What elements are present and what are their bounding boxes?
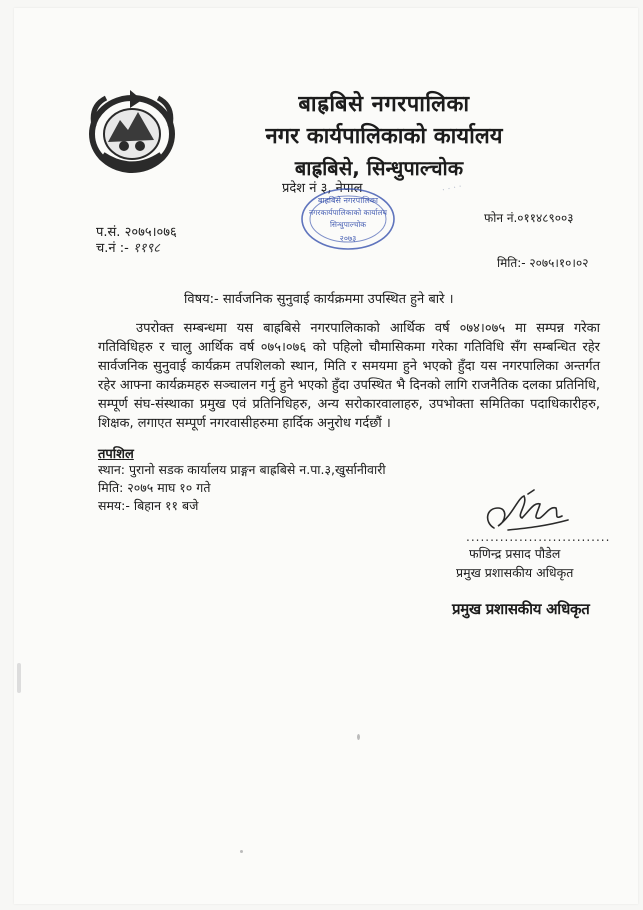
signer-name: फणिन्द्र प्रसाद पौडेल <box>469 546 561 561</box>
details-date: मिति: २०७५ माघ १० गते <box>98 480 211 495</box>
letter-body: उपरोक्त सम्बन्धमा यस बाह्रबिसे नगरपालिकाको आर्थिक वर्ष ०७४।०७५ मा सम्पन्न गरेका गतिविधिहरु र चालु आर्थिक वर्ष ०७५।०७६ को पहिलो चौमासिकमा गरेका गतिविधि सँग सम्बन्धित रहेर सार्वजनिक सुनुवाई कार्यक्रम तपशिलको स्थान, मिति र समयमा हुने भएको हुँदा यस नगरपालिका अन्तर्गत रहेर आफ्ना कार्यक्रमहरु सञ्चालन गर्नु हुने भएको हुँदा उपस्थित भै दिनको लागि राजनैतिक दलका प्रतिनिधि, सम्पूर्ण संघ-संस्थाका प्रमुख एवं प्रतिनिधिहरु, अन्य सरोकारवालाहरु, उपभोक्ता समितिका पदाधिकारीहरु, शिक्षक, लगाएत सम्पूर्ण नगरवासीहरुमा हार्दिक अनुरोध गर्दछौं । <box>98 321 600 431</box>
stamp-line-1: बाह्रबिसे नगरपालिका <box>317 196 379 205</box>
office-stamp <box>298 186 398 252</box>
stamp-line-2: नगरकार्यपालिकाको कार्यालय <box>309 208 387 217</box>
office-address: बाह्रबिसे, सिन्धुपाल्चोक <box>294 156 464 180</box>
letter-number: प.सं. २०७५।०७६ <box>96 225 177 240</box>
designation-seal: प्रमुख प्रशासकीय अधिकृत <box>452 600 590 618</box>
stamp-line-4: २०७३ <box>339 234 357 243</box>
signer-title: प्रमुख प्रशासकीय अधिकृत <box>456 565 574 580</box>
dispatch-number-label: च.नं :- <box>96 241 129 256</box>
dispatch-number-value: ११९८ <box>132 241 160 256</box>
phone-number: फोन नं.०११४८९००३ <box>484 211 574 225</box>
office-name: नगर कार्यपालिकाको कार्यालय <box>265 124 503 149</box>
municipality-name: बाह्रबिसे नगरपालिका <box>298 92 470 117</box>
faint-marking: · · · · <box>441 182 463 196</box>
letter-page <box>14 8 638 904</box>
subject-line: विषय:- सार्वजनिक सुनुवाई कार्यक्रममा उपस्थित हुने बारे । <box>184 292 454 307</box>
details-time: समय:- बिहान ११ बजे <box>98 498 199 513</box>
scan-speck <box>357 734 360 740</box>
dispatch-number <box>96 238 160 256</box>
scan-speck <box>240 850 243 853</box>
province-line: प्रदेश नं ३, नेपाल <box>282 181 363 196</box>
details-heading: तपशिल <box>98 447 134 462</box>
details-venue: स्थान: पुरानो सडक कार्यालय प्राङ्गन बाह्रबिसे न.पा.३,खुर्सानीवारी <box>98 462 386 477</box>
scan-mark <box>17 663 21 693</box>
signature-line: .............................. <box>466 530 611 544</box>
nepal-emblem-icon <box>84 86 180 178</box>
letter-date: मिति:- २०७५।१०।०२ <box>497 256 589 270</box>
stamp-line-3: सिन्धुपाल्चोक <box>329 220 367 229</box>
